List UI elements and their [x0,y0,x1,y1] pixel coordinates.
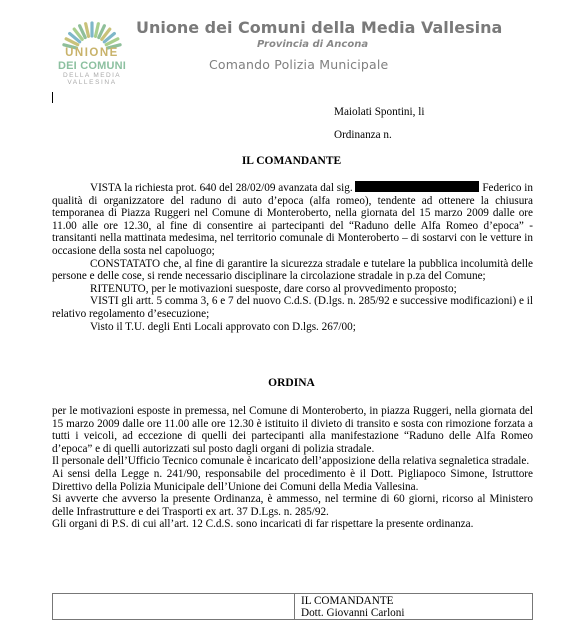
letterhead-title: Unione dei Comuni della Media Vallesina [136,18,503,37]
preamble-section [52,181,533,333]
signature-name: Dott. Giovanni Carloni [301,607,405,619]
logo-line-2: DEI COMUNI [58,59,126,72]
logo-line-3: DELLA MEDIA [62,71,122,79]
letterhead-department: Comando Polizia Municipale [209,57,389,72]
order-paragraph-5: Gli organi di P.S. di cui all’art. 12 C.d.S. sono incaricati di far rispettare la presente ordinanza. [52,518,474,531]
paragraph-ritenuto: RITENUTO, per le motivazioni suesposte, dare corso al provvedimento proposto; [90,282,457,295]
logo-ray [95,24,98,37]
vista-text-end: Federico in qualità di organizzatore del raduno di auto d’epoca (alfa romeo), tendente ad ottenere la chiusura temporanea di Piazza Ruggeri nel Comune di Monteroberto, nella giornata del 15 marzo 2009 dalle ore 11.00 alle ore 12.30, al fine di consentire ai partecipanti del “Raduno delle Alfa Romeo d’epoca” - transitanti nella mattinata medesima, nel territorio comunale di Monteroberto – di sostarvi con le vetture in occasione della sosta nel capoluogo; [52,182,534,257]
text-cursor[interactable] [52,92,53,103]
signature-cell [295,594,532,619]
signature-empty-cell [53,594,295,619]
paragraph-visto-tu: Visto il T.U. degli Enti Locali approvato con D.lgs. 267/00; [90,320,356,333]
redacted-name [355,181,479,192]
vista-text-start: VISTA la richiesta prot. 640 del 28/02/09 avanzata dal sig. [90,182,353,194]
union-logo [56,18,128,86]
paragraph-visti: VISTI gli artt. 5 comma 3, 6 e 7 del nuovo C.d.S. (D.lgs. n. 285/92 e successive modificazioni) e il relativo regolamento d’esecuzione; [52,295,533,320]
order-section [52,405,533,531]
place-date: Maiolati Spontini, li [334,106,425,118]
order-paragraph-4: Si avverte che avverso la presente Ordinanza, è ammesso, nel termine di 60 giorni, ricorso al Ministero delle Infrastrutture e dei Trasporti ex art. 37 D.Lgs. n. 285/92. [52,493,533,518]
heading-commander: IL COMANDANTE [241,155,342,167]
paragraph-vista [52,181,533,258]
letterhead-subtitle: Provincia di Ancona [257,39,369,50]
order-paragraph-3: Ai sensi della Legge n. 241/90, responsabile del procedimento è il Dott. Pigliapoco Simone, Istruttore Direttivo della Polizia Municipale dell’Unione dei Comuni della Media Vallesina. [52,467,533,493]
logo-line-4: VALLESINA [67,79,117,86]
signature-role: IL COMANDANTE [301,595,394,607]
signature-table [52,593,533,620]
paragraph-constatato: CONSTATATO che, al fine di garantire la sicurezza stradale e tutelare la pubblica incolumità delle persone e delle cose, si rende necessario disciplinare la circolazione stradale in p.za del Comune; [52,257,533,283]
logo-line-1: UNIONE [65,47,119,59]
heading-ordina: ORDINA [268,377,315,389]
order-paragraph-1: per le motivazioni esposte in premessa, nel Comune di Monteroberto, in piazza Ruggeri, nella giornata del 15 marzo 2009 dalle ore 11.00 alle ore 12.30 è istituito il divieto di transito e sosta con rimozione forzata a tutti i veicoli, ad eccezione di quelli dei partecipanti alla manifestazione “Raduno delle Alfa Romeo d’epoca” e di quelli autorizzati sul posto dagli organi di polizia stradale. [52,405,533,455]
logo-ray [86,24,89,37]
ordinance-number: Ordinanza n. [334,129,392,141]
logo-text [56,48,128,87]
order-paragraph-2: Il personale dell’Ufficio Tecnico comunale è incaricato dell’apposizione della relativa segnaletica stradale. [52,455,530,468]
